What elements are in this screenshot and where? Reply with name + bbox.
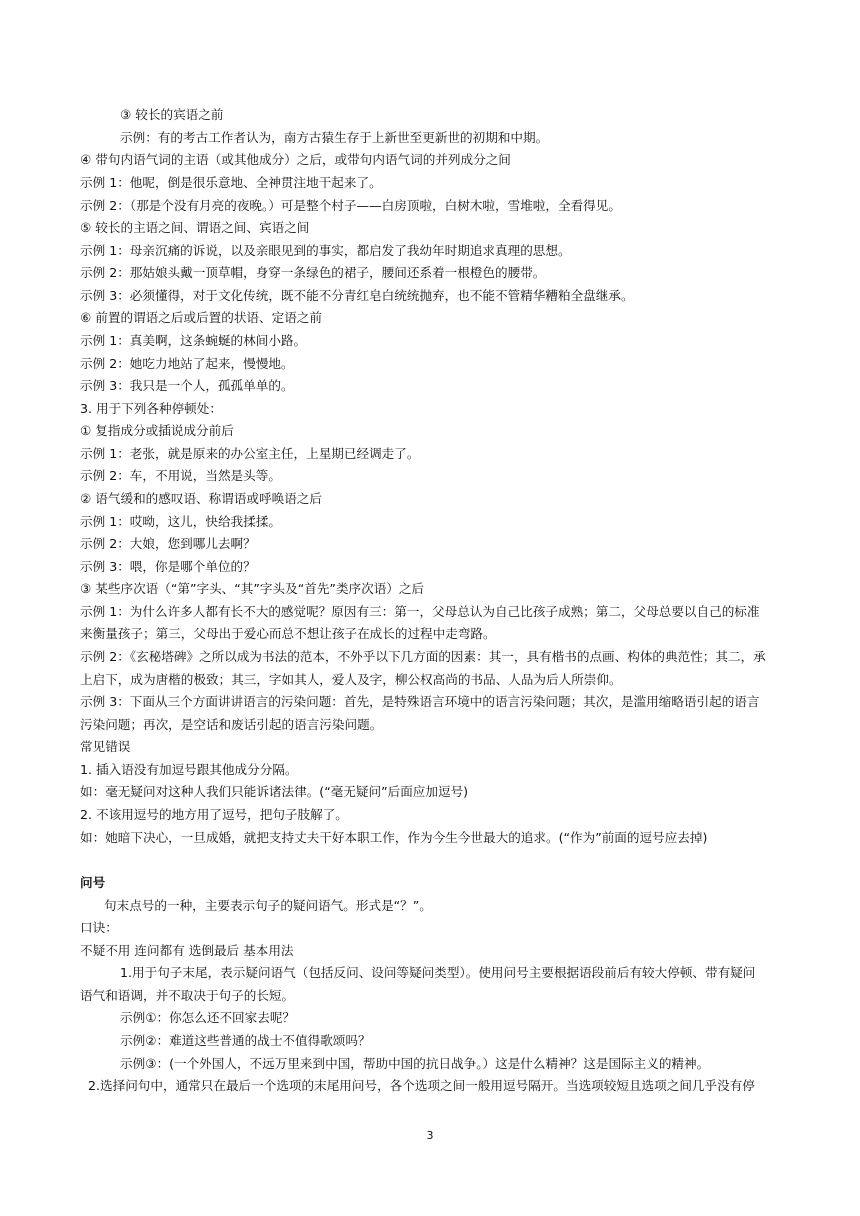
example-text: 示例 1：哎呦，这儿，快给我揉揉。	[80, 514, 281, 529]
example-text: 上启下，成为唐楷的极致；其三，字如其人，爱人及字，柳公权高尚的书品、人品为后人所崇仰。	[80, 672, 622, 687]
list-item-2: ② 语气缓和的感叹语、称谓语或呼唤语之后	[80, 491, 322, 506]
list-item-5: ⑤ 较长的主语之间、谓语之间、宾语之间	[80, 220, 310, 235]
section-item-3: 3. 用于下列各种停顿处：	[80, 401, 222, 416]
example-text: 示例 2：大娘，您到哪儿去啊？	[80, 536, 256, 551]
mnemonic-label: 口诀：	[80, 920, 118, 935]
example-text: 示例 3：必须懂得，对于文化传统，既不能不分青红皂白统统抛弃，也不能不管精华糟粕全盘继承。	[80, 288, 634, 303]
example-text: 示例①：你怎么还不回家去呢？	[120, 1010, 296, 1025]
example-text: 示例 1：他呢，倒是很乐意地、全神贯注地干起来了。	[80, 175, 382, 190]
example-text: 示例 3：下面从三个方面讲讲语言的污染问题：首先，是特殊语言环境中的语言污染问题；其次，是滥用缩略语引起的语言	[80, 694, 760, 709]
error-item-1: 1. 插入语没有加逗号跟其他成分分隔。	[80, 762, 298, 777]
example-text: 如：她暗下决心，一旦成婚，就把支持丈夫干好本职工作，作为今生今世最大的追求。(“作为”前面的逗号应去掉)	[80, 830, 708, 845]
example-text: 示例 2：她吃力地站了起来，慢慢地。	[80, 356, 294, 371]
list-item-1: ① 复指成分或插说成分前后	[80, 423, 234, 438]
example-text: 示例：有的考古工作者认为，南方古猿生存于上新世至更新世的初期和中期。	[120, 130, 549, 145]
example-text: 污染问题；再次，是空话和废话引起的语言污染问题。	[80, 717, 383, 732]
example-text: 示例 3：喂，你是哪个单位的？	[80, 559, 256, 574]
example-text: 示例 1：真美啊，这条蜿蜒的林间小路。	[80, 333, 307, 348]
usage-item-1: 1.用于句子末尾，表示疑问语气（包括反问、设问等疑问类型）。使用问号主要根据语段前后有较大停顿、带有疑问	[120, 965, 756, 980]
list-item-4: ④ 带句内语气词的主语（或其他成分）之后，或带句内语气词的并列成分之间	[80, 152, 511, 167]
example-text: 示例 1：母亲沉痛的诉说，以及亲眼见到的事实，都启发了我幼年时期追求真理的思想。	[80, 243, 571, 258]
error-item-2: 2. 不该用逗号的地方用了逗号，把句子肢解了。	[80, 807, 348, 822]
subheading-common-errors: 常见错误	[80, 739, 131, 754]
list-item-3: ③ 较长的宾语之前	[120, 107, 224, 122]
example-text: 示例③：(一个外国人，不远万里来到中国，帮助中国的抗日战争。）这是什么精神？这是国际主义的精神。	[120, 1056, 710, 1071]
example-text: 示例 2：《玄秘塔碑》之所以成为书法的范本，不外乎以下几方面的因素：其一，具有楷书的点画、构体的典范性；其二，承	[80, 649, 766, 664]
example-text: 示例②：难道这些普通的战士不值得歌颂吗？	[120, 1033, 371, 1048]
example-text: 如：毫无疑问对这种人我们只能诉诸法律。(“毫无疑问”后面应加逗号)	[80, 784, 469, 799]
list-item-3: ③ 某些序次语（“第”字头、“其”字头及“首先”类序次语）之后	[80, 581, 425, 596]
page-number: 3	[426, 1129, 434, 1142]
example-text: 示例 2：（那是个没有月亮的夜晚。）可是整个村子——白房顶啦，白树木啦，雪堆啦，全看得见。	[80, 198, 621, 213]
example-text: 示例 2：那姑娘头戴一顶草帽，身穿一条绿色的裙子，腰间还系着一根橙色的腰带。	[80, 265, 546, 280]
example-text: 示例 1：为什么许多人都有长不大的感觉呢？原因有三：第一，父母总认为自己比孩子成熟；第二，父母总要以自己的标准	[80, 604, 760, 619]
example-text: 示例 2：车，不用说，当然是头等。	[80, 468, 281, 483]
mnemonic-text: 不疑不用 连问都有 选倒最后 基本用法	[80, 943, 294, 958]
example-text: 来衡量孩子；第三，父母出于爱心而总不想让孩子在成长的过程中走弯路。	[80, 626, 496, 641]
section-heading-question-mark: 问号	[80, 875, 106, 890]
example-text: 示例 3：我只是一个人，孤孤单单的。	[80, 378, 294, 393]
usage-item-2: 2.选择问句中，通常只在最后一个选项的末尾用问号，各个选项之间一般用逗号隔开。当选项较短且选项之间几乎没有停	[88, 1078, 755, 1093]
definition-text: 句末点号的一种，主要表示句子的疑问语气。形式是“？”。	[104, 898, 432, 913]
usage-text: 语气和语调，并不取决于句子的长短。	[80, 988, 295, 1003]
list-item-6: ⑥ 前置的谓语之后或后置的状语、定语之前	[80, 310, 322, 325]
example-text: 示例 1：老张，就是原来的办公室主任，上星期已经调走了。	[80, 446, 420, 461]
